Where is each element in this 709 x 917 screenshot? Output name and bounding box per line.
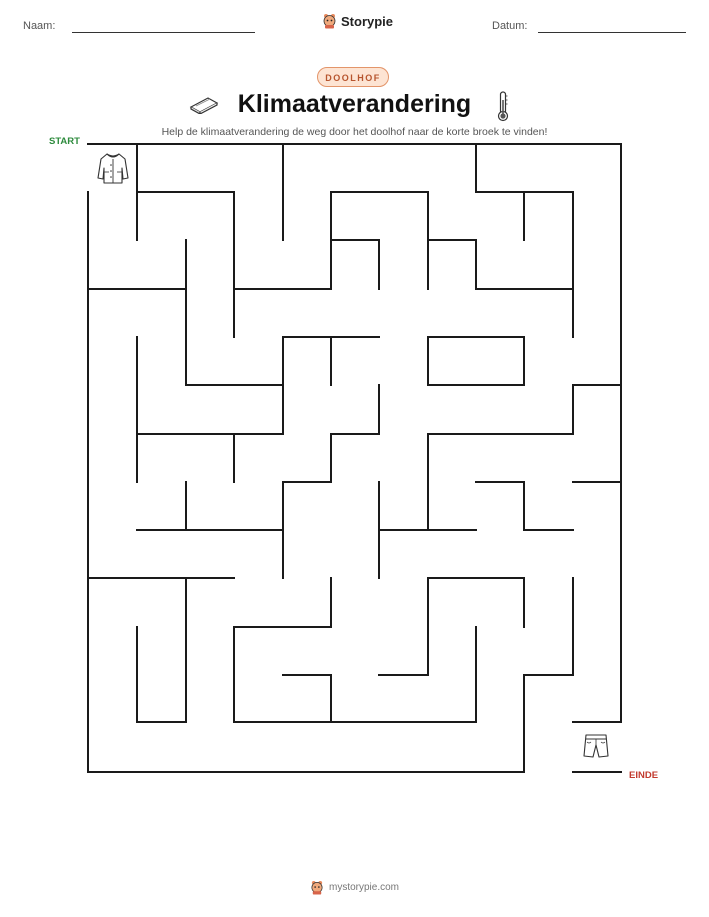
shorts-icon — [580, 730, 612, 762]
date-label: Datum: — [492, 20, 528, 32]
winter-coat-icon — [95, 150, 131, 186]
instructions: Help de klimaatverandering de weg door het doolhof naar de korte broek te vinden! — [161, 126, 548, 138]
footer — [0, 880, 709, 895]
end-label: EINDE — [629, 770, 659, 781]
storypie-mascot-icon — [310, 880, 324, 895]
start-label: START — [49, 136, 80, 147]
page-title: Klimaatverandering — [237, 90, 472, 118]
brand-name: Storypie — [341, 13, 394, 29]
footer-url: mystorypie.com — [328, 882, 399, 893]
name-label: Naam: — [23, 20, 56, 32]
category-badge: DOOLHOF — [317, 67, 389, 87]
